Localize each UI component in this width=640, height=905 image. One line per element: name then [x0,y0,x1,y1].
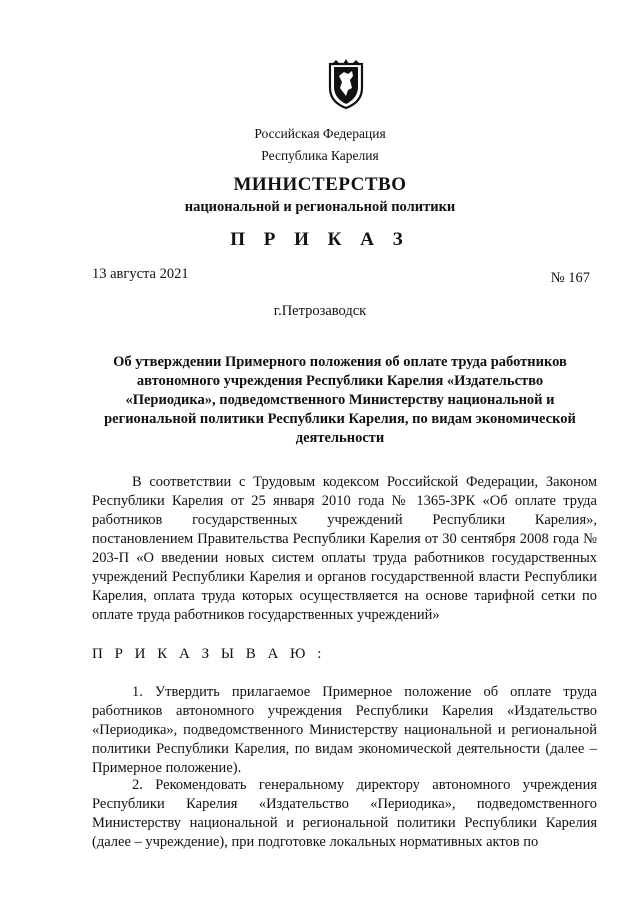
order-title: Об утверждении Примерного положения об оплате труда работников автономного учреждения Республики Карелия «Издательство «Периодика», подведомственного Министерству национальной и региональной политики Республики Карелия, по видам экономической деятельности [104,354,576,446]
order-city: г.Петрозаводск [273,303,367,319]
order-word: П Р И К А З Ы В А Ю : [92,646,326,662]
item-1-paragraph: 1. Утвердить прилагаемое Примерное положение об оплате труда работников автономного учреждения Республики Карелия «Издательство «Периодика», подведомственного Министерству национальной и региональной политики Республики Карелия, по видам экономической деятельности (далее – Примерное положение). [92,684,597,776]
document-type: П Р И К А З [230,229,410,250]
ministry-subheading: национальной и региональной политики [184,199,456,215]
order-number: № 167 [550,270,590,286]
preamble-paragraph: В соответствии с Трудовым кодексом Российской Федерации, Законом Республики Карелия от 25 января 2010 года № 1365-ЗРК «Об оплате труда работников государственных учреждений Республики Карелия», постановлением Правительства Республики Карелия от 30 сентября 2008 года № 203-П «О введении новых систем оплаты труда работников государственных учреждений Республики Карелия и органов государственной власти Республики Карелия, оплата труда которых осуществляется на основе тарифной сетки по оплате труда работников государственных учреждений» [92,474,597,623]
republic-line: Республика Карелия [261,148,379,163]
order-date: 13 августа 2021 [92,266,189,282]
country-line: Российская Федерация [254,126,386,141]
ministry-heading: МИНИСТЕРСТВО [233,174,407,195]
coat-of-arms-icon [326,58,366,110]
item-2-paragraph: 2. Рекомендовать генеральному директору автономного учреждения Республики Карелия «Издательство «Периодика», подведомственного Министерству национальной и региональной политики Республики Карелия (далее – учреждение), при подготовке локальных нормативных актов по [92,777,597,850]
